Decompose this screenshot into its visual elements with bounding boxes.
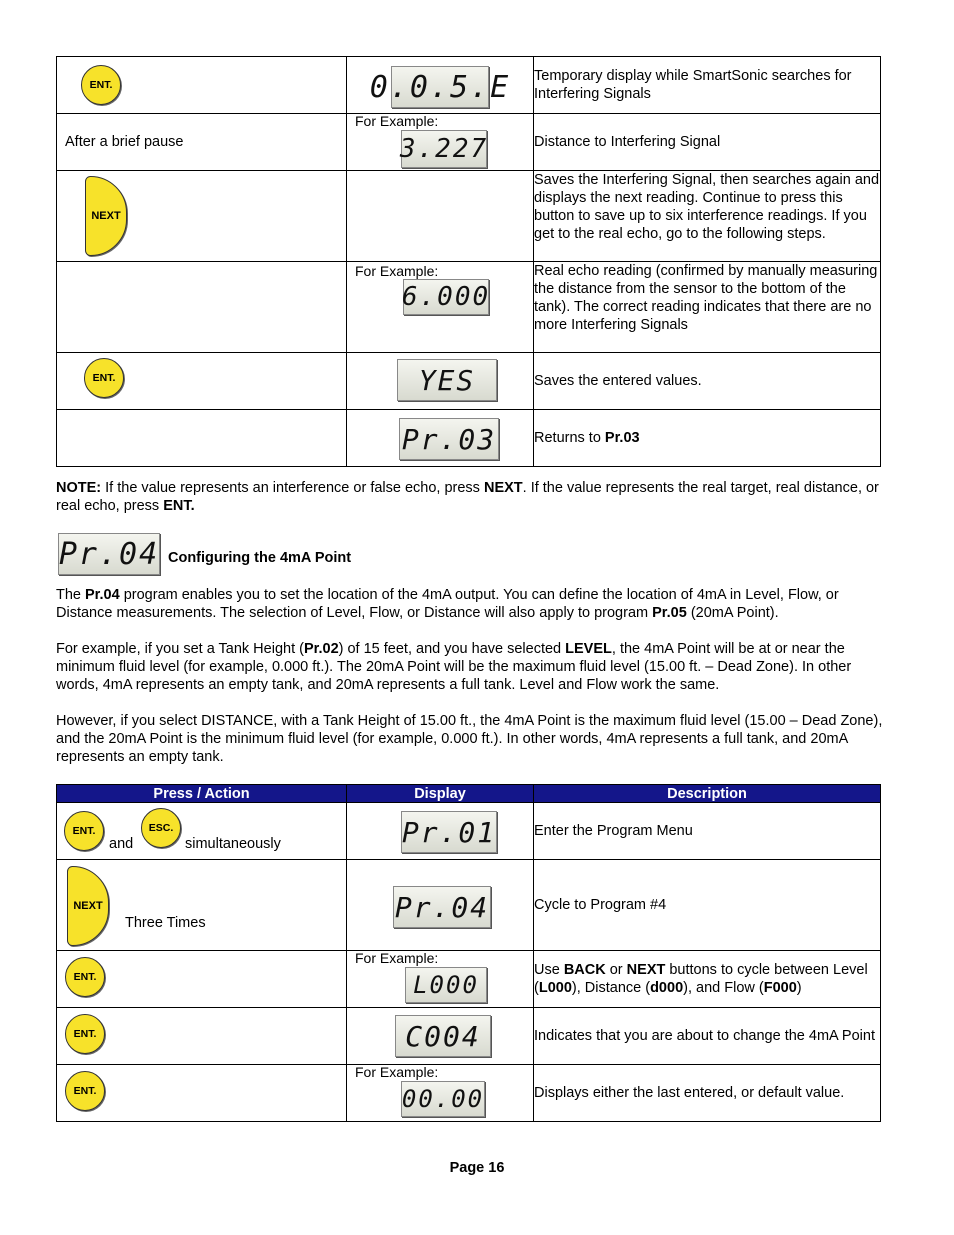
table-row xyxy=(57,114,881,171)
table-row xyxy=(57,1065,881,1122)
header-display: Display xyxy=(347,785,534,803)
lcd-display: Pr.01 xyxy=(401,811,497,853)
table-row xyxy=(57,1008,881,1065)
header-description: Description xyxy=(534,785,881,803)
lcd-display: L000 xyxy=(405,967,487,1003)
ent-button[interactable]: ENT. xyxy=(65,1071,105,1111)
next-button[interactable]: NEXT xyxy=(67,866,109,946)
table-row xyxy=(57,803,881,860)
ent-button[interactable]: ENT. xyxy=(65,1014,105,1054)
paragraph: The Pr.04 program enables you to set the location of the 4mA output. You can define the location of 4mA in Level, Flow, or Distance measurements. The selection of Level, Flow, or Distance will also apply to program Pr.05 (20mA Point). xyxy=(56,587,839,621)
lcd-display: 6.000 xyxy=(403,279,489,315)
for-example-label: For Example: xyxy=(355,263,439,279)
procedure-table-2 xyxy=(56,784,881,1122)
action-label: Three Times xyxy=(125,915,206,931)
for-example-label: For Example: xyxy=(355,113,439,129)
note-paragraph: NOTE: If the value represents an interference or false echo, press NEXT. If the value represents the real target, real distance, or real echo, press ENT. xyxy=(56,480,879,514)
description-cell: Indicates that you are about to change the 4mA Point xyxy=(534,1008,881,1065)
description-cell: Returns to Pr.03 xyxy=(534,410,881,467)
page-number: Page 16 xyxy=(449,1160,505,1176)
description-cell: Saves the entered values. xyxy=(534,353,881,410)
and-label: and xyxy=(109,836,134,852)
description-cell: Temporary display while SmartSonic searches for Interfering Signals xyxy=(534,57,881,114)
action-cell: After a brief pause xyxy=(57,114,347,171)
next-button[interactable]: NEXT xyxy=(85,176,127,256)
table-row xyxy=(57,262,881,353)
section-lcd-display: Pr.04 xyxy=(58,533,160,575)
description-cell: Displays either the last entered, or default value. xyxy=(534,1065,881,1122)
lcd-display: 3.227 xyxy=(401,130,487,168)
lcd-display: 00.00 xyxy=(401,1081,485,1117)
procedure-table-1 xyxy=(56,56,881,467)
table-row xyxy=(57,171,881,262)
section-title: Configuring the 4mA Point xyxy=(168,550,352,566)
lcd-display: 0.0.5.E xyxy=(391,66,489,108)
ent-button[interactable]: ENT. xyxy=(84,358,124,398)
lcd-display: Pr.03 xyxy=(399,418,499,460)
for-example-label: For Example: xyxy=(355,950,439,966)
simultaneously-label: simultaneously xyxy=(185,836,281,852)
paragraph: For example, if you set a Tank Height (Pr.02) of 15 feet, and you have selected LEVEL, the 4mA Point will be at or near the minimum fluid level (for example, 0.000 ft.). The 20mA Point will be the maximum fluid level (15.00 ft. – Dead Zone). In other words, 4mA represents an empty tank, and 20mA represents a full tank. Level and Flow work the same. xyxy=(56,641,852,693)
paragraph: However, if you select DISTANCE, with a Tank Height of 15.00 ft., the 4mA Point is the maximum fluid level (15.00 – Dead Zone), and the 20mA Point is the minimum fluid level (for example, 0.000 ft.). In other words, 4mA represents a full tank, and 20mA represents an empty tank. xyxy=(56,713,883,765)
esc-button[interactable]: ESC. xyxy=(141,808,181,848)
description-cell: Use BACK or NEXT buttons to cycle between Level (L000), Distance (d000), and Flow (F000) xyxy=(534,951,881,1008)
description-cell: Distance to Interfering Signal xyxy=(534,114,881,171)
ent-button[interactable]: ENT. xyxy=(64,811,104,851)
table-header-row xyxy=(57,785,881,803)
description-cell: Enter the Program Menu xyxy=(534,803,881,860)
table-row xyxy=(57,860,881,951)
header-press-action: Press / Action xyxy=(57,785,347,803)
table-row xyxy=(57,410,881,467)
table-row xyxy=(57,951,881,1008)
for-example-label: For Example: xyxy=(355,1064,439,1080)
lcd-display: Pr.04 xyxy=(393,886,491,928)
ent-button[interactable]: ENT. xyxy=(65,957,105,997)
ent-button[interactable]: ENT. xyxy=(81,65,121,105)
lcd-display: C004 xyxy=(395,1015,491,1057)
description-cell: Real echo reading (confirmed by manually measuring the distance from the sensor to the bottom of the tank). The correct reading indicates that there are no more Interfering Signals xyxy=(534,262,881,353)
description-cell: Saves the Interfering Signal, then searches again and displays the next reading. Continue to press this button to save up to six interference readings. If you get to the real echo, go to the following steps. xyxy=(534,171,881,262)
table-row xyxy=(57,57,881,114)
table-row xyxy=(57,353,881,410)
description-cell: Cycle to Program #4 xyxy=(534,860,881,951)
lcd-display: YES xyxy=(397,359,497,401)
